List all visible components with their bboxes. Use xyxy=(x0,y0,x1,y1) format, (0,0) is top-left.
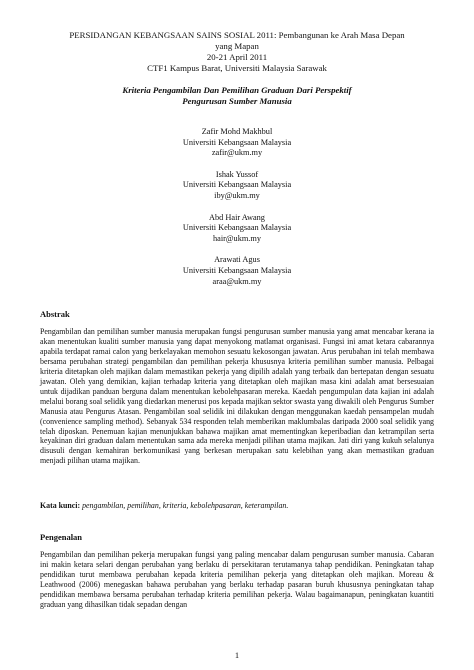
paper-title xyxy=(40,85,434,107)
conference-header xyxy=(40,30,434,74)
author-block xyxy=(40,170,434,202)
page-number: 1 xyxy=(234,650,240,660)
author-name: Arawati Agus xyxy=(214,255,260,265)
header-line: CTF1 Kampus Barat, Universiti Malaysia Sarawak xyxy=(147,63,327,73)
intro-heading: Pengenalan xyxy=(40,532,83,542)
author-affiliation: Universiti Kebangsaan Malaysia xyxy=(182,265,292,275)
abstract-body: Pengambilan dan pemilihan sumber manusia merupakan fungsi pengurusan sumber manusia yang amat mencabar kerana ia akan menentukan kualiti sumber manusia yang dapat menyokong matlamat organisasi. Fungsi ini amat ketara cabarannya apabila terdapat ramai calon yang berkelayakan memohon sesuatu kekosongan jawatan. Arus perubahan ini telah membawa bersama perubahan strategi pengambilan dan pemilihan pekerja khususnya kriteria pemilihan sumber manusia. Pelbagai kriteria ditetapkan oleh majikan dalam memastikan pekerja yang dipilih adalah yang terbaik dan bertepatan dengan sesuatu jawatan. Oleh yang demikian, kajian terhadap kriteria yang ditetapkan oleh majikan masa kini adalah amat bersesuaian untuk dijadikan panduan berguna dalam menentukan kebolehpasaran mereka. Kaedah pengumpulan data kajian ini adalah melalui borang soal selidik yang diedarkan menerusi pos kepada majikan sektor swasta yang diwakili oleh Pengurus Sumber Manusia atau Pengurus Atasan. Pengambilan soal selidik ini dilakukan dengan menggunakan kaedah pensampelan mudah (convenience sampling method). Sebanyak 534 responden telah memberikan maklumbalas daripada 2000 soal selidik yang telah diposkan. Penemuan kajian menunjukkan bahawa majikan amat mementingkan keperibadian dan ketrampilan serta keyakinan diri graduan dalam menentukan sama ada mereka menjadi pilihan utama majikan. Jati diri yang kukuh selalunya disusuli dengan kemahiran berkomunikasi yang berkesan merupakan satu kelebihan yang akan memastikan graduan menjadi pilihan utama majikan. xyxy=(40,327,434,466)
intro-body: Pengambilan dan pemilihan pekerja merupakan fungsi yang paling mencabar dalam pengurusan sumber manusia. Cabaran ini makin ketara selari dengan perubahan yang berlaku di persekitaran terutamanya tahap pendidikan. Peningkatan tahap pendidikan turut membawa perubahan kepada kriteria pemilihan pekerja yang ditetapkan oleh majikan. Moreau & Leathwood (2006) menegaskan bahawa perubahan yang berlaku terhadap pasaran buruh khususnya peningkatan tahap pendidikan membawa bersama perubahan terhadap kriteria pemilihan pekerja. Walau bagaimanapun, peningkatan kuantiti graduan yang dihasilkan tidak sepadan dengan xyxy=(40,550,434,609)
author-affiliation: Universiti Kebangsaan Malaysia xyxy=(182,223,292,233)
keywords-label: Kata kunci: xyxy=(40,501,81,510)
author-list xyxy=(40,127,434,298)
author-name: Ishak Yussof xyxy=(215,169,259,179)
title-line: Pengurusan Sumber Manusia xyxy=(182,96,292,106)
author-block xyxy=(40,255,434,287)
header-line: yang Mapan xyxy=(215,41,259,51)
author-email: iby@ukm.my xyxy=(214,190,260,200)
author-email: hair@ukm.my xyxy=(213,233,261,243)
author-affiliation: Universiti Kebangsaan Malaysia xyxy=(182,137,292,147)
author-email: zafir@ukm.my xyxy=(211,148,263,158)
title-line: Kriteria Pengambilan Dan Pemilihan Graduan Dari Perspektif xyxy=(122,85,352,95)
author-email: araa@ukm.my xyxy=(212,276,262,286)
abstract-heading: Abstrak xyxy=(40,309,70,319)
author-name: Zafir Mohd Makhbul xyxy=(201,127,273,136)
author-block xyxy=(40,127,434,159)
keywords xyxy=(40,501,434,511)
author-block xyxy=(40,213,434,245)
keywords-values: pengambilan, pemilihan, kriteria, kebolehpasaran, keterampilan. xyxy=(82,501,289,510)
header-line: PERSIDANGAN KEBANGSAAN SAINS SOSIAL 2011: Pembangunan ke Arah Masa Depan xyxy=(69,30,405,40)
header-line: 20-21 April 2011 xyxy=(206,52,268,62)
author-name: Abd Hair Awang xyxy=(209,212,265,222)
author-affiliation: Universiti Kebangsaan Malaysia xyxy=(182,180,292,190)
